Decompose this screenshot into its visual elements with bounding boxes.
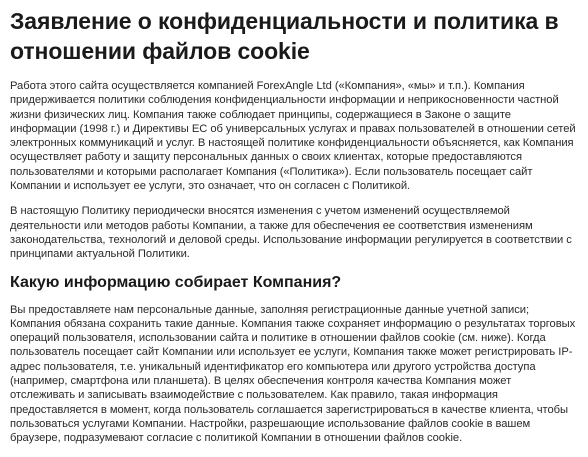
privacy-policy-page (10, 6, 578, 457)
collected-info-paragraph: Вы предоставляете нам персональные данные, заполняя регистрационные данные учетной записи; Компания обязана сохранить такие данные. Компания также сохраняет информацию о результатах торговых операций пользователя, использовании сайта и политике в отношении файлов cookie (см. ниже). Когда пользователь посещает сайт Компании или использует ее услуги, Компания также может регистрировать IP-адрес пользователя, т.е. уникальный идентификатор его компьютера или другого устройства доступа (например, смартфона или планшета). В целях обеспечения контроля качества Компания может отслеживать и записывать взаимодействие с пользователем. Как правило, такая информация предоставляется в момент, когда пользователь соглашается зарегистрироваться в качестве клиента, чтобы пользоваться услугами Компании. Настройки, разрешающие использование файлов cookie в вашем браузере, подразумевают согласие с политикой Компании в отношении файлов cookie. (10, 303, 576, 445)
policy-changes-paragraph: В настоящую Политику периодически вносятся изменения с учетом изменений осуществляемой деятельности или методов работы Компании, а также для обеспечения ее соответствия изменениям законодательства, технологий и деловой среды. Использование информации регулируется в соответствии с принципами актуальной Политики. (10, 205, 572, 261)
section-heading-collected-info: Какую информацию собирает Компания? (10, 273, 342, 291)
page-title: Заявление о конфиденциальности и политика в отношении файлов cookie (10, 8, 559, 64)
intro-paragraph: Работа этого сайта осуществляется компанией ForexAngle Ltd («Компания», «мы» и т.п.). Компания придерживается политики соблюдения конфиденциальности информации и неприкосновенности частной жизни физических лиц. Компания также соблюдает принципы, содержащиеся в Законе о защите информации (1998 г.) и Директивы ЕС об универсальных услугах и правах пользователей в отношении сетей электронных коммуникаций и услуг. В настоящей политике конфиденциальности объясняется, как Компания осуществляет работу и защиту персональных данных о своих клиентах, которые предоставляются пользователями и которыми располагает Компания («Политика»). Если пользователь посещает сайт Компании и использует ее услуги, это означает, что он согласен с Политикой. (10, 80, 576, 193)
